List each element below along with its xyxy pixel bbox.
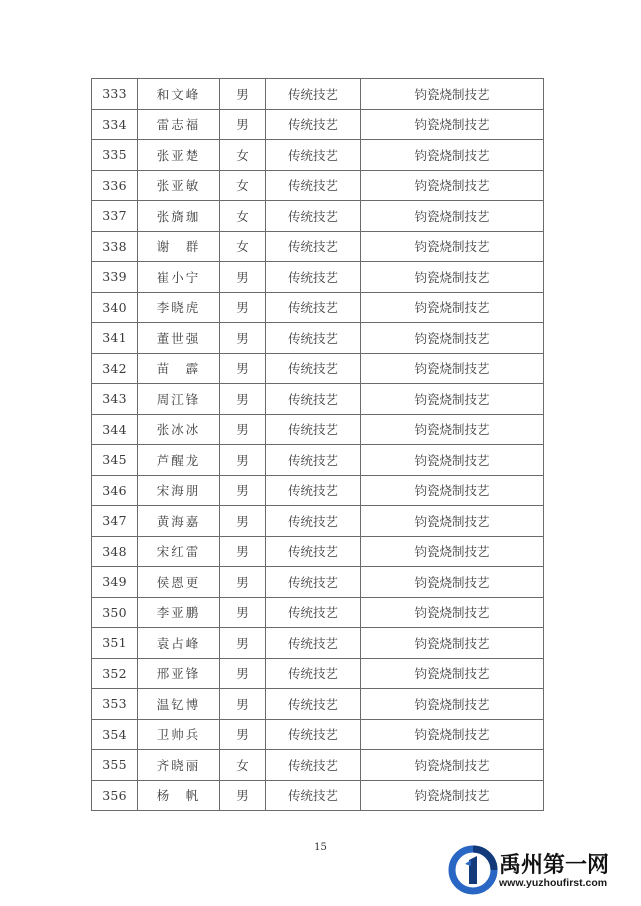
table-row (92, 445, 544, 476)
roster-table-body (92, 79, 544, 811)
table-row (92, 140, 544, 171)
row-number-cell: 354 (92, 719, 138, 750)
sex-cell: 男 (220, 628, 266, 659)
sex-cell: 男 (220, 353, 266, 384)
table-row (92, 79, 544, 110)
row-number-cell: 351 (92, 628, 138, 659)
item-cell: 钧瓷烧制技艺 (361, 384, 544, 415)
item-cell: 钧瓷烧制技艺 (361, 140, 544, 171)
sex-cell: 男 (220, 475, 266, 506)
sex-cell: 男 (220, 292, 266, 323)
row-number-cell: 355 (92, 750, 138, 781)
item-cell: 钧瓷烧制技艺 (361, 506, 544, 537)
item-cell: 钧瓷烧制技艺 (361, 414, 544, 445)
name-cell: 芦醒龙 (138, 445, 220, 476)
table-row (92, 384, 544, 415)
sex-cell: 男 (220, 780, 266, 811)
table-row (92, 658, 544, 689)
table-row (92, 262, 544, 293)
sex-cell: 男 (220, 414, 266, 445)
row-number-cell: 349 (92, 567, 138, 598)
sex-cell: 男 (220, 323, 266, 354)
page-number: 15 (314, 842, 327, 853)
table-row (92, 475, 544, 506)
sex-cell: 女 (220, 750, 266, 781)
table-row (92, 109, 544, 140)
item-cell: 钧瓷烧制技艺 (361, 201, 544, 232)
name-cell: 黄海嘉 (138, 506, 220, 537)
table-row (92, 567, 544, 598)
item-cell: 钧瓷烧制技艺 (361, 292, 544, 323)
sex-cell: 男 (220, 384, 266, 415)
table-row (92, 201, 544, 232)
name-cell: 邢亚锋 (138, 658, 220, 689)
name-cell: 张亚敏 (138, 170, 220, 201)
name-cell: 宋海朋 (138, 475, 220, 506)
table-row (92, 231, 544, 262)
name-cell: 张旖珈 (138, 201, 220, 232)
row-number-cell: 339 (92, 262, 138, 293)
row-number-cell: 338 (92, 231, 138, 262)
category-cell: 传统技艺 (266, 201, 361, 232)
item-cell: 钧瓷烧制技艺 (361, 780, 544, 811)
row-number-cell: 353 (92, 689, 138, 720)
category-cell: 传统技艺 (266, 323, 361, 354)
category-cell: 传统技艺 (266, 445, 361, 476)
item-cell: 钧瓷烧制技艺 (361, 170, 544, 201)
sex-cell: 男 (220, 597, 266, 628)
item-cell: 钧瓷烧制技艺 (361, 262, 544, 293)
table-row (92, 170, 544, 201)
row-number-cell: 343 (92, 384, 138, 415)
item-cell: 钧瓷烧制技艺 (361, 658, 544, 689)
category-cell: 传统技艺 (266, 780, 361, 811)
sex-cell: 男 (220, 262, 266, 293)
item-cell: 钧瓷烧制技艺 (361, 79, 544, 110)
site-watermark (447, 844, 627, 896)
name-cell: 雷志福 (138, 109, 220, 140)
sex-cell: 男 (220, 109, 266, 140)
name-cell: 杨 帆 (138, 780, 220, 811)
table-row (92, 353, 544, 384)
table-row (92, 292, 544, 323)
name-cell: 李亚鹏 (138, 597, 220, 628)
category-cell: 传统技艺 (266, 506, 361, 537)
row-number-cell: 340 (92, 292, 138, 323)
category-cell: 传统技艺 (266, 475, 361, 506)
name-cell: 和文峰 (138, 79, 220, 110)
row-number-cell: 342 (92, 353, 138, 384)
category-cell: 传统技艺 (266, 109, 361, 140)
row-number-cell: 334 (92, 109, 138, 140)
row-number-cell: 352 (92, 658, 138, 689)
table-row (92, 719, 544, 750)
name-cell: 温钇博 (138, 689, 220, 720)
name-cell: 侯恩更 (138, 567, 220, 598)
table-row (92, 780, 544, 811)
table-row (92, 323, 544, 354)
category-cell: 传统技艺 (266, 536, 361, 567)
item-cell: 钧瓷烧制技艺 (361, 597, 544, 628)
name-cell: 张冰冰 (138, 414, 220, 445)
category-cell: 传统技艺 (266, 567, 361, 598)
sex-cell: 男 (220, 689, 266, 720)
roster-table (91, 78, 544, 811)
name-cell: 周江锋 (138, 384, 220, 415)
name-cell: 张亚楚 (138, 140, 220, 171)
table-row (92, 597, 544, 628)
row-number-cell: 347 (92, 506, 138, 537)
yuzhou-logo-icon (447, 844, 501, 896)
category-cell: 传统技艺 (266, 750, 361, 781)
table-row (92, 414, 544, 445)
row-number-cell: 345 (92, 445, 138, 476)
sex-cell: 女 (220, 201, 266, 232)
table-row (92, 689, 544, 720)
item-cell: 钧瓷烧制技艺 (361, 323, 544, 354)
sex-cell: 男 (220, 506, 266, 537)
category-cell: 传统技艺 (266, 140, 361, 171)
sex-cell: 男 (220, 658, 266, 689)
item-cell: 钧瓷烧制技艺 (361, 750, 544, 781)
sex-cell: 男 (220, 445, 266, 476)
item-cell: 钧瓷烧制技艺 (361, 475, 544, 506)
category-cell: 传统技艺 (266, 262, 361, 293)
sex-cell: 男 (220, 536, 266, 567)
item-cell: 钧瓷烧制技艺 (361, 231, 544, 262)
row-number-cell: 348 (92, 536, 138, 567)
sex-cell: 女 (220, 170, 266, 201)
name-cell: 袁占峰 (138, 628, 220, 659)
item-cell: 钧瓷烧制技艺 (361, 719, 544, 750)
name-cell: 宋红雷 (138, 536, 220, 567)
name-cell: 齐晓丽 (138, 750, 220, 781)
row-number-cell: 341 (92, 323, 138, 354)
category-cell: 传统技艺 (266, 79, 361, 110)
table-row (92, 536, 544, 567)
item-cell: 钧瓷烧制技艺 (361, 536, 544, 567)
category-cell: 传统技艺 (266, 231, 361, 262)
item-cell: 钧瓷烧制技艺 (361, 353, 544, 384)
name-cell: 董世强 (138, 323, 220, 354)
sex-cell: 男 (220, 567, 266, 598)
name-cell: 苗 霹 (138, 353, 220, 384)
name-cell: 李晓虎 (138, 292, 220, 323)
row-number-cell: 356 (92, 780, 138, 811)
category-cell: 传统技艺 (266, 353, 361, 384)
sex-cell: 女 (220, 231, 266, 262)
item-cell: 钧瓷烧制技艺 (361, 109, 544, 140)
item-cell: 钧瓷烧制技艺 (361, 445, 544, 476)
item-cell: 钧瓷烧制技艺 (361, 689, 544, 720)
name-cell: 卫帅兵 (138, 719, 220, 750)
category-cell: 传统技艺 (266, 384, 361, 415)
category-cell: 传统技艺 (266, 414, 361, 445)
name-cell: 谢 群 (138, 231, 220, 262)
sex-cell: 女 (220, 140, 266, 171)
name-cell: 崔小宁 (138, 262, 220, 293)
sex-cell: 男 (220, 719, 266, 750)
watermark-title: 禹州第一网 (499, 853, 610, 878)
row-number-cell: 333 (92, 79, 138, 110)
category-cell: 传统技艺 (266, 597, 361, 628)
category-cell: 传统技艺 (266, 658, 361, 689)
item-cell: 钧瓷烧制技艺 (361, 567, 544, 598)
category-cell: 传统技艺 (266, 689, 361, 720)
item-cell: 钧瓷烧制技艺 (361, 628, 544, 659)
table-row (92, 506, 544, 537)
row-number-cell: 335 (92, 140, 138, 171)
row-number-cell: 350 (92, 597, 138, 628)
watermark-url: www.yuzhoufirst.com (499, 877, 608, 889)
category-cell: 传统技艺 (266, 719, 361, 750)
category-cell: 传统技艺 (266, 292, 361, 323)
row-number-cell: 346 (92, 475, 138, 506)
category-cell: 传统技艺 (266, 628, 361, 659)
sex-cell: 男 (220, 79, 266, 110)
table-row (92, 750, 544, 781)
category-cell: 传统技艺 (266, 170, 361, 201)
table-row (92, 628, 544, 659)
row-number-cell: 344 (92, 414, 138, 445)
row-number-cell: 336 (92, 170, 138, 201)
row-number-cell: 337 (92, 201, 138, 232)
